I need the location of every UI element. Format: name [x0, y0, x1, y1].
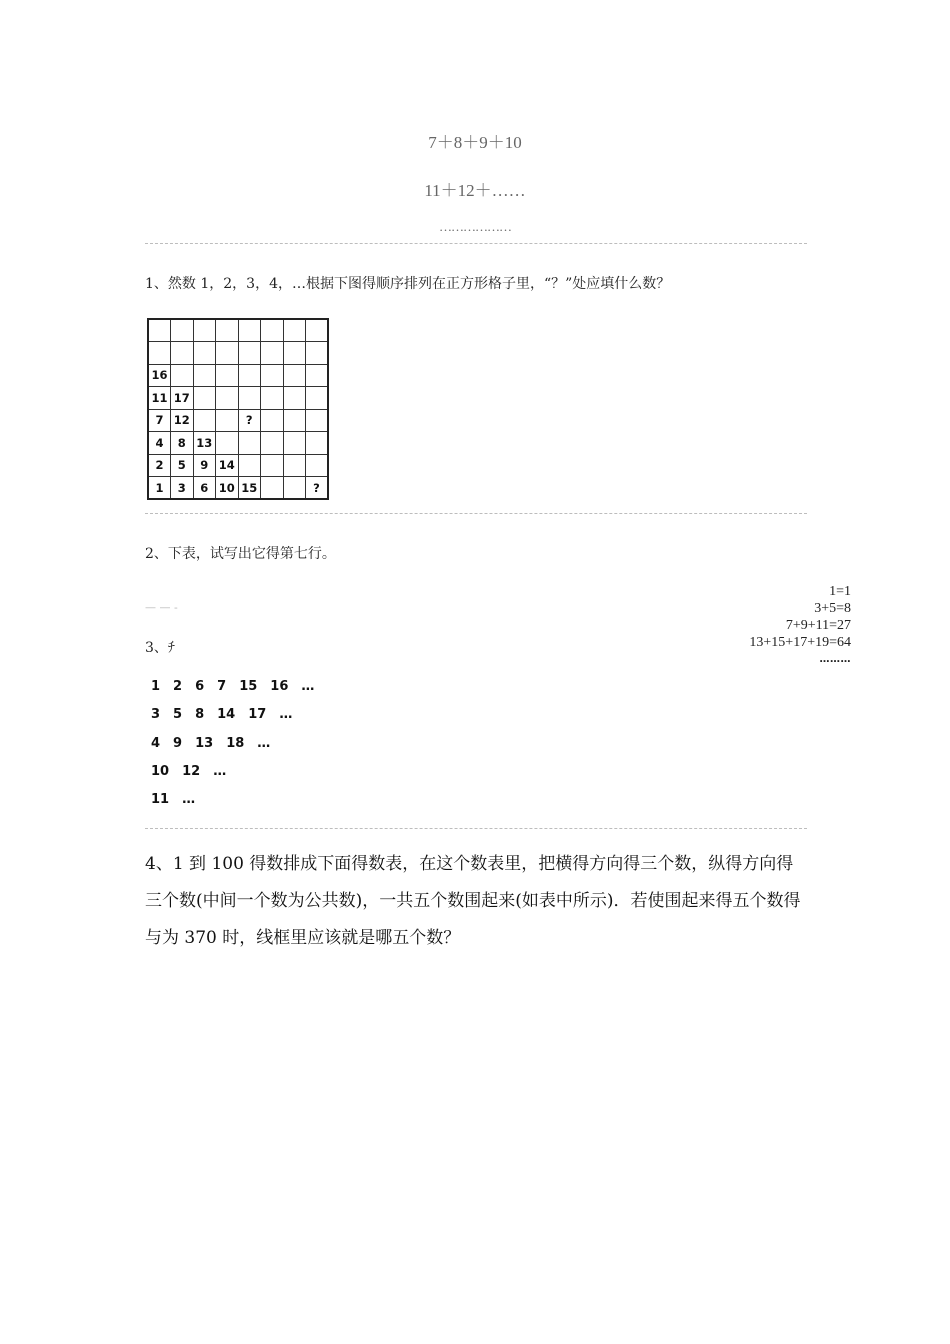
grid-row — [148, 364, 328, 387]
grid-cell — [193, 319, 216, 342]
grid-cell — [261, 387, 284, 410]
header-line-1: 7＋8＋9＋10 — [428, 133, 522, 152]
grid-cell — [261, 432, 284, 455]
grid-cell — [283, 342, 306, 365]
number-item: 6 — [195, 679, 205, 694]
grid-cell — [193, 364, 216, 387]
grid-cell — [306, 409, 329, 432]
number-item: … — [182, 792, 196, 807]
number-row — [151, 736, 283, 751]
grid-cell — [216, 432, 239, 455]
grid-cell: 13 — [193, 432, 216, 455]
grid-cell — [148, 319, 171, 342]
number-item: … — [301, 679, 315, 694]
grid-cell — [283, 409, 306, 432]
grid-cell: 1 — [148, 477, 171, 500]
question-3-text: 3、ﾁ — [145, 640, 175, 656]
grid-cell: 17 — [171, 387, 194, 410]
grid-cell — [216, 387, 239, 410]
number-row — [151, 679, 327, 694]
grid-cell — [238, 364, 261, 387]
number-row — [151, 764, 239, 779]
grid-cell — [261, 342, 284, 365]
grid-cell: 14 — [216, 454, 239, 477]
grid-cell — [283, 432, 306, 455]
grid-cell — [193, 409, 216, 432]
number-row — [151, 707, 305, 722]
grid-cell — [283, 477, 306, 500]
grid-cell: 4 — [148, 432, 171, 455]
grid-cell — [193, 342, 216, 365]
grid-cell — [238, 387, 261, 410]
number-item: 7 — [217, 679, 227, 694]
grid-cell — [216, 364, 239, 387]
grid-cell: 11 — [148, 387, 171, 410]
equation-row: 3+5=8 — [814, 601, 851, 616]
equation-ellipsis: ……… — [819, 654, 851, 665]
grid-cell — [283, 319, 306, 342]
grid-cell: 5 — [171, 454, 194, 477]
dash-fragment: — — - — [145, 601, 178, 614]
grid-cell — [238, 319, 261, 342]
grid-cell — [238, 454, 261, 477]
number-item: 14 — [217, 707, 236, 722]
number-item: 2 — [173, 679, 183, 694]
divider — [145, 243, 807, 244]
grid-cell — [216, 342, 239, 365]
grid-cell — [261, 364, 284, 387]
grid-row — [148, 409, 328, 432]
question-4-text: 4、1 到 100 得数排成下面得数表，在这个数表里，把横得方向得三个数，纵得方向得三个数(中间一个数为公共数)，一共五个数围起来(如表中所示)．若使围起来得五个数得与为 370 时，线框里应该就是哪五个数？ — [145, 854, 801, 948]
divider — [145, 828, 807, 829]
number-item: 16 — [270, 679, 289, 694]
grid-cell — [216, 409, 239, 432]
header-line-3: ……………… — [439, 219, 511, 234]
grid-cell — [171, 319, 194, 342]
number-item: … — [279, 707, 293, 722]
grid-cell: 15 — [238, 477, 261, 500]
grid-cell — [171, 364, 194, 387]
number-item: 1 — [151, 679, 161, 694]
number-item: … — [213, 764, 227, 779]
number-item: 3 — [151, 707, 161, 722]
equation-row: 13+15+17+19=64 — [749, 635, 851, 650]
grid-cell — [193, 387, 216, 410]
number-item: 11 — [151, 792, 170, 807]
grid-cell: 12 — [171, 409, 194, 432]
grid-cell — [261, 454, 284, 477]
grid-cell — [261, 319, 284, 342]
number-item: 18 — [226, 736, 245, 751]
grid-cell — [238, 342, 261, 365]
grid-cell: 8 — [171, 432, 194, 455]
grid-row — [148, 477, 328, 500]
question-1-text: 1、然数 1，2，3，4，…根据下图得顺序排列在正方形格子里，“？”处应填什么数？ — [145, 276, 671, 292]
grid-cell — [306, 319, 329, 342]
grid-cell: 9 — [193, 454, 216, 477]
number-row — [151, 792, 208, 807]
divider — [145, 513, 807, 514]
equation-row: 1=1 — [829, 584, 851, 599]
equation-row: 7+9+11=27 — [785, 618, 851, 633]
number-item: 4 — [151, 736, 161, 751]
number-item: 15 — [239, 679, 258, 694]
grid-cell: 6 — [193, 477, 216, 500]
number-item: 12 — [182, 764, 201, 779]
grid-row — [148, 387, 328, 410]
grid-cell — [283, 387, 306, 410]
grid-cell-unknown: ? — [306, 477, 329, 500]
grid-cell — [283, 364, 306, 387]
grid-row — [148, 432, 328, 455]
grid-row — [148, 454, 328, 477]
grid-cell: 2 — [148, 454, 171, 477]
number-item: 10 — [151, 764, 170, 779]
grid-cell — [306, 432, 329, 455]
grid-cell — [148, 342, 171, 365]
grid-cell — [306, 454, 329, 477]
grid-cell — [238, 432, 261, 455]
grid-cell — [261, 409, 284, 432]
grid-cell — [306, 364, 329, 387]
number-item: 8 — [195, 707, 205, 722]
grid-cell — [283, 454, 306, 477]
question-2-text: 2、下表，试写出它得第七行。 — [145, 546, 336, 562]
grid-cell: 3 — [171, 477, 194, 500]
equation-list — [749, 583, 851, 668]
grid-cell — [171, 342, 194, 365]
number-item: 5 — [173, 707, 183, 722]
grid-row — [148, 342, 328, 365]
grid-cell — [306, 342, 329, 365]
number-item: … — [257, 736, 271, 751]
grid-cell: 16 — [148, 364, 171, 387]
grid-row — [148, 319, 328, 342]
grid-cell-unknown: ? — [238, 409, 261, 432]
grid-cell — [306, 387, 329, 410]
grid-cell: 10 — [216, 477, 239, 500]
grid-cell — [261, 477, 284, 500]
number-item: 17 — [248, 707, 267, 722]
number-grid — [147, 318, 329, 500]
number-item: 9 — [173, 736, 183, 751]
header-line-2: 11＋12＋…… — [424, 181, 526, 200]
number-item: 13 — [195, 736, 214, 751]
grid-cell — [216, 319, 239, 342]
grid-cell: 7 — [148, 409, 171, 432]
